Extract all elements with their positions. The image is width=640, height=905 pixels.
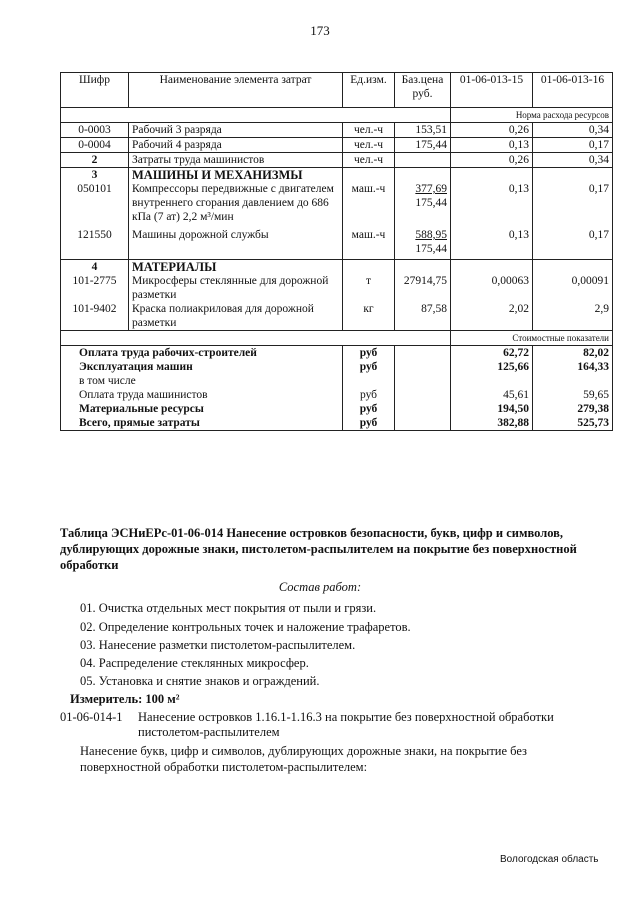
row-price [395, 224, 451, 260]
section-row [61, 168, 613, 183]
header-unit: Ед.изм. [343, 73, 395, 108]
norm-label-row [61, 108, 613, 123]
cost-name: Оплата труда рабочих-строителей [61, 346, 343, 361]
row-value-16: 0,17 [533, 138, 613, 153]
resource-table [60, 72, 613, 431]
work-item: 03. Нанесение разметки пистолетом-распылителем. [80, 638, 356, 652]
cost-value-16: 164,33 [533, 360, 613, 374]
cost-row [61, 346, 613, 361]
work-item: 01. Очистка отдельных мест покрытия от пыли и грязи. [80, 601, 377, 615]
row-name: Краска полиакриловая для дорожной разметки [129, 302, 343, 331]
row-value-16: 2,9 [533, 302, 613, 331]
row-price [395, 182, 451, 224]
section-number: 3 [61, 168, 129, 183]
row-name: Компрессоры передвижные с двигателем внутреннего сгорания давлением до 686 кПа (7 ат) 2,2 м³/мин [129, 182, 343, 224]
measure-unit: Измеритель: 100 м² [70, 692, 180, 706]
header-name: Наименование элемента затрат [129, 73, 343, 108]
row-code: 0-0003 [61, 123, 129, 138]
cost-value-15: 125,66 [451, 360, 533, 374]
cost-value-15: 194,50 [451, 402, 533, 416]
cost-row [61, 416, 613, 431]
table-header-row [61, 73, 613, 108]
row-name: Микросферы стеклянные для дорожной разметки [129, 274, 343, 302]
cost-unit: руб [343, 360, 395, 374]
work-item: 05. Установка и снятие знаков и ограждений. [80, 674, 320, 688]
row-price [395, 153, 451, 168]
row-code: 0-0004 [61, 138, 129, 153]
header-col-15: 01-06-013-15 [451, 73, 533, 108]
norm-code: 01-06-014-1 [60, 710, 123, 724]
table-row [61, 274, 613, 302]
row-value-16: 0,34 [533, 123, 613, 138]
table-row [61, 302, 613, 331]
cost-unit: руб [343, 388, 395, 402]
row-value-16: 0,17 [533, 182, 613, 224]
price-machinist: 175,44 [415, 197, 447, 209]
cost-row [61, 374, 613, 388]
row-unit: кг [343, 302, 395, 331]
row-price: 27914,75 [395, 274, 451, 302]
price-machinist: 175,44 [415, 243, 447, 255]
price-main: 377,69 [415, 183, 447, 195]
page-number: 173 [310, 23, 330, 38]
table-row [61, 224, 613, 260]
row-value-15: 2,02 [451, 302, 533, 331]
section-title: МАТЕРИАЛЫ [129, 260, 343, 275]
row-name: Машины дорожной службы [129, 224, 343, 260]
cost-value-15: 45,61 [451, 388, 533, 402]
cost-unit: руб [343, 416, 395, 431]
row-code: 121550 [61, 224, 129, 260]
section-number: 4 [61, 260, 129, 275]
row-unit: чел.-ч [343, 153, 395, 168]
cost-value-16: 525,73 [533, 416, 613, 431]
row-value-16: 0,17 [533, 224, 613, 260]
cost-unit: руб [343, 346, 395, 361]
row-name: Затраты труда машинистов [129, 153, 343, 168]
section-title: МАШИНЫ И МЕХАНИЗМЫ [129, 168, 343, 183]
row-code: 2 [61, 153, 129, 168]
row-value-15: 0,26 [451, 153, 533, 168]
cost-value-16: 82,02 [533, 346, 613, 361]
row-price: 175,44 [395, 138, 451, 153]
header-col-16: 01-06-013-16 [533, 73, 613, 108]
cost-value-16 [533, 374, 613, 388]
row-name: Рабочий 4 разряда [129, 138, 343, 153]
cost-unit: руб [343, 402, 395, 416]
table-row [61, 182, 613, 224]
table-row [61, 138, 613, 153]
cost-value-16: 279,38 [533, 402, 613, 416]
cost-label: Стоимостные показатели [451, 331, 613, 346]
row-unit: маш.-ч [343, 224, 395, 260]
cost-name: Материальные ресурсы [61, 402, 343, 416]
cost-value-15: 382,88 [451, 416, 533, 431]
row-value-16: 0,34 [533, 153, 613, 168]
cost-label-row [61, 331, 613, 346]
price-main: 588,95 [415, 229, 447, 241]
row-unit: чел.-ч [343, 138, 395, 153]
cost-unit [343, 374, 395, 388]
row-code: 101-9402 [61, 302, 129, 331]
cost-name: Эксплуатация машин [61, 360, 343, 374]
row-value-15: 0,00063 [451, 274, 533, 302]
row-value-15: 0,13 [451, 138, 533, 153]
footer-region: Вологодская область [500, 854, 599, 865]
row-value-15: 0,26 [451, 123, 533, 138]
row-price: 87,58 [395, 302, 451, 331]
table-row [61, 123, 613, 138]
cost-name: в том числе [61, 374, 343, 388]
work-composition-title: Состав работ: [278, 580, 362, 594]
cost-value-15 [451, 374, 533, 388]
row-unit: чел.-ч [343, 123, 395, 138]
section-paragraph: Нанесение букв, цифр и символов, дублирующих дорожные знаки, на покрытие без поверхностной обработки пистолетом-распылителем: [80, 744, 527, 774]
cost-row [61, 388, 613, 402]
work-item: 04. Распределение стеклянных микросфер. [80, 656, 309, 670]
table-caption: Таблица ЭСНиЕРс-01-06-014 Нанесение островков безопасности, букв, цифр и символов, дублирующих дорожные знаки, пистолетом-распылителем на покрытие без поверхностной обработки [60, 526, 577, 572]
cost-row [61, 360, 613, 374]
row-unit: т [343, 274, 395, 302]
row-value-16: 0,00091 [533, 274, 613, 302]
cost-name: Оплата труда машинистов [61, 388, 343, 402]
table-row [61, 153, 613, 168]
cost-name: Всего, прямые затраты [61, 416, 343, 431]
header-price: Баз.цена руб. [395, 73, 451, 108]
row-code: 050101 [61, 182, 129, 224]
section-row [61, 260, 613, 275]
header-code: Шифр [61, 73, 129, 108]
cost-row [61, 402, 613, 416]
cost-value-15: 62,72 [451, 346, 533, 361]
work-item: 02. Определение контрольных точек и наложение трафаретов. [80, 620, 411, 634]
row-unit: маш.-ч [343, 182, 395, 224]
norm-label: Норма расхода ресурсов [451, 108, 613, 123]
cost-value-16: 59,65 [533, 388, 613, 402]
row-value-15: 0,13 [451, 224, 533, 260]
row-name: Рабочий 3 разряда [129, 123, 343, 138]
row-value-15: 0,13 [451, 182, 533, 224]
row-code: 101-2775 [61, 274, 129, 302]
row-price: 153,51 [395, 123, 451, 138]
norm-description: Нанесение островков 1.16.1-1.16.3 на покрытие без поверхностной обработки пистолетом-распылителем [138, 710, 554, 739]
